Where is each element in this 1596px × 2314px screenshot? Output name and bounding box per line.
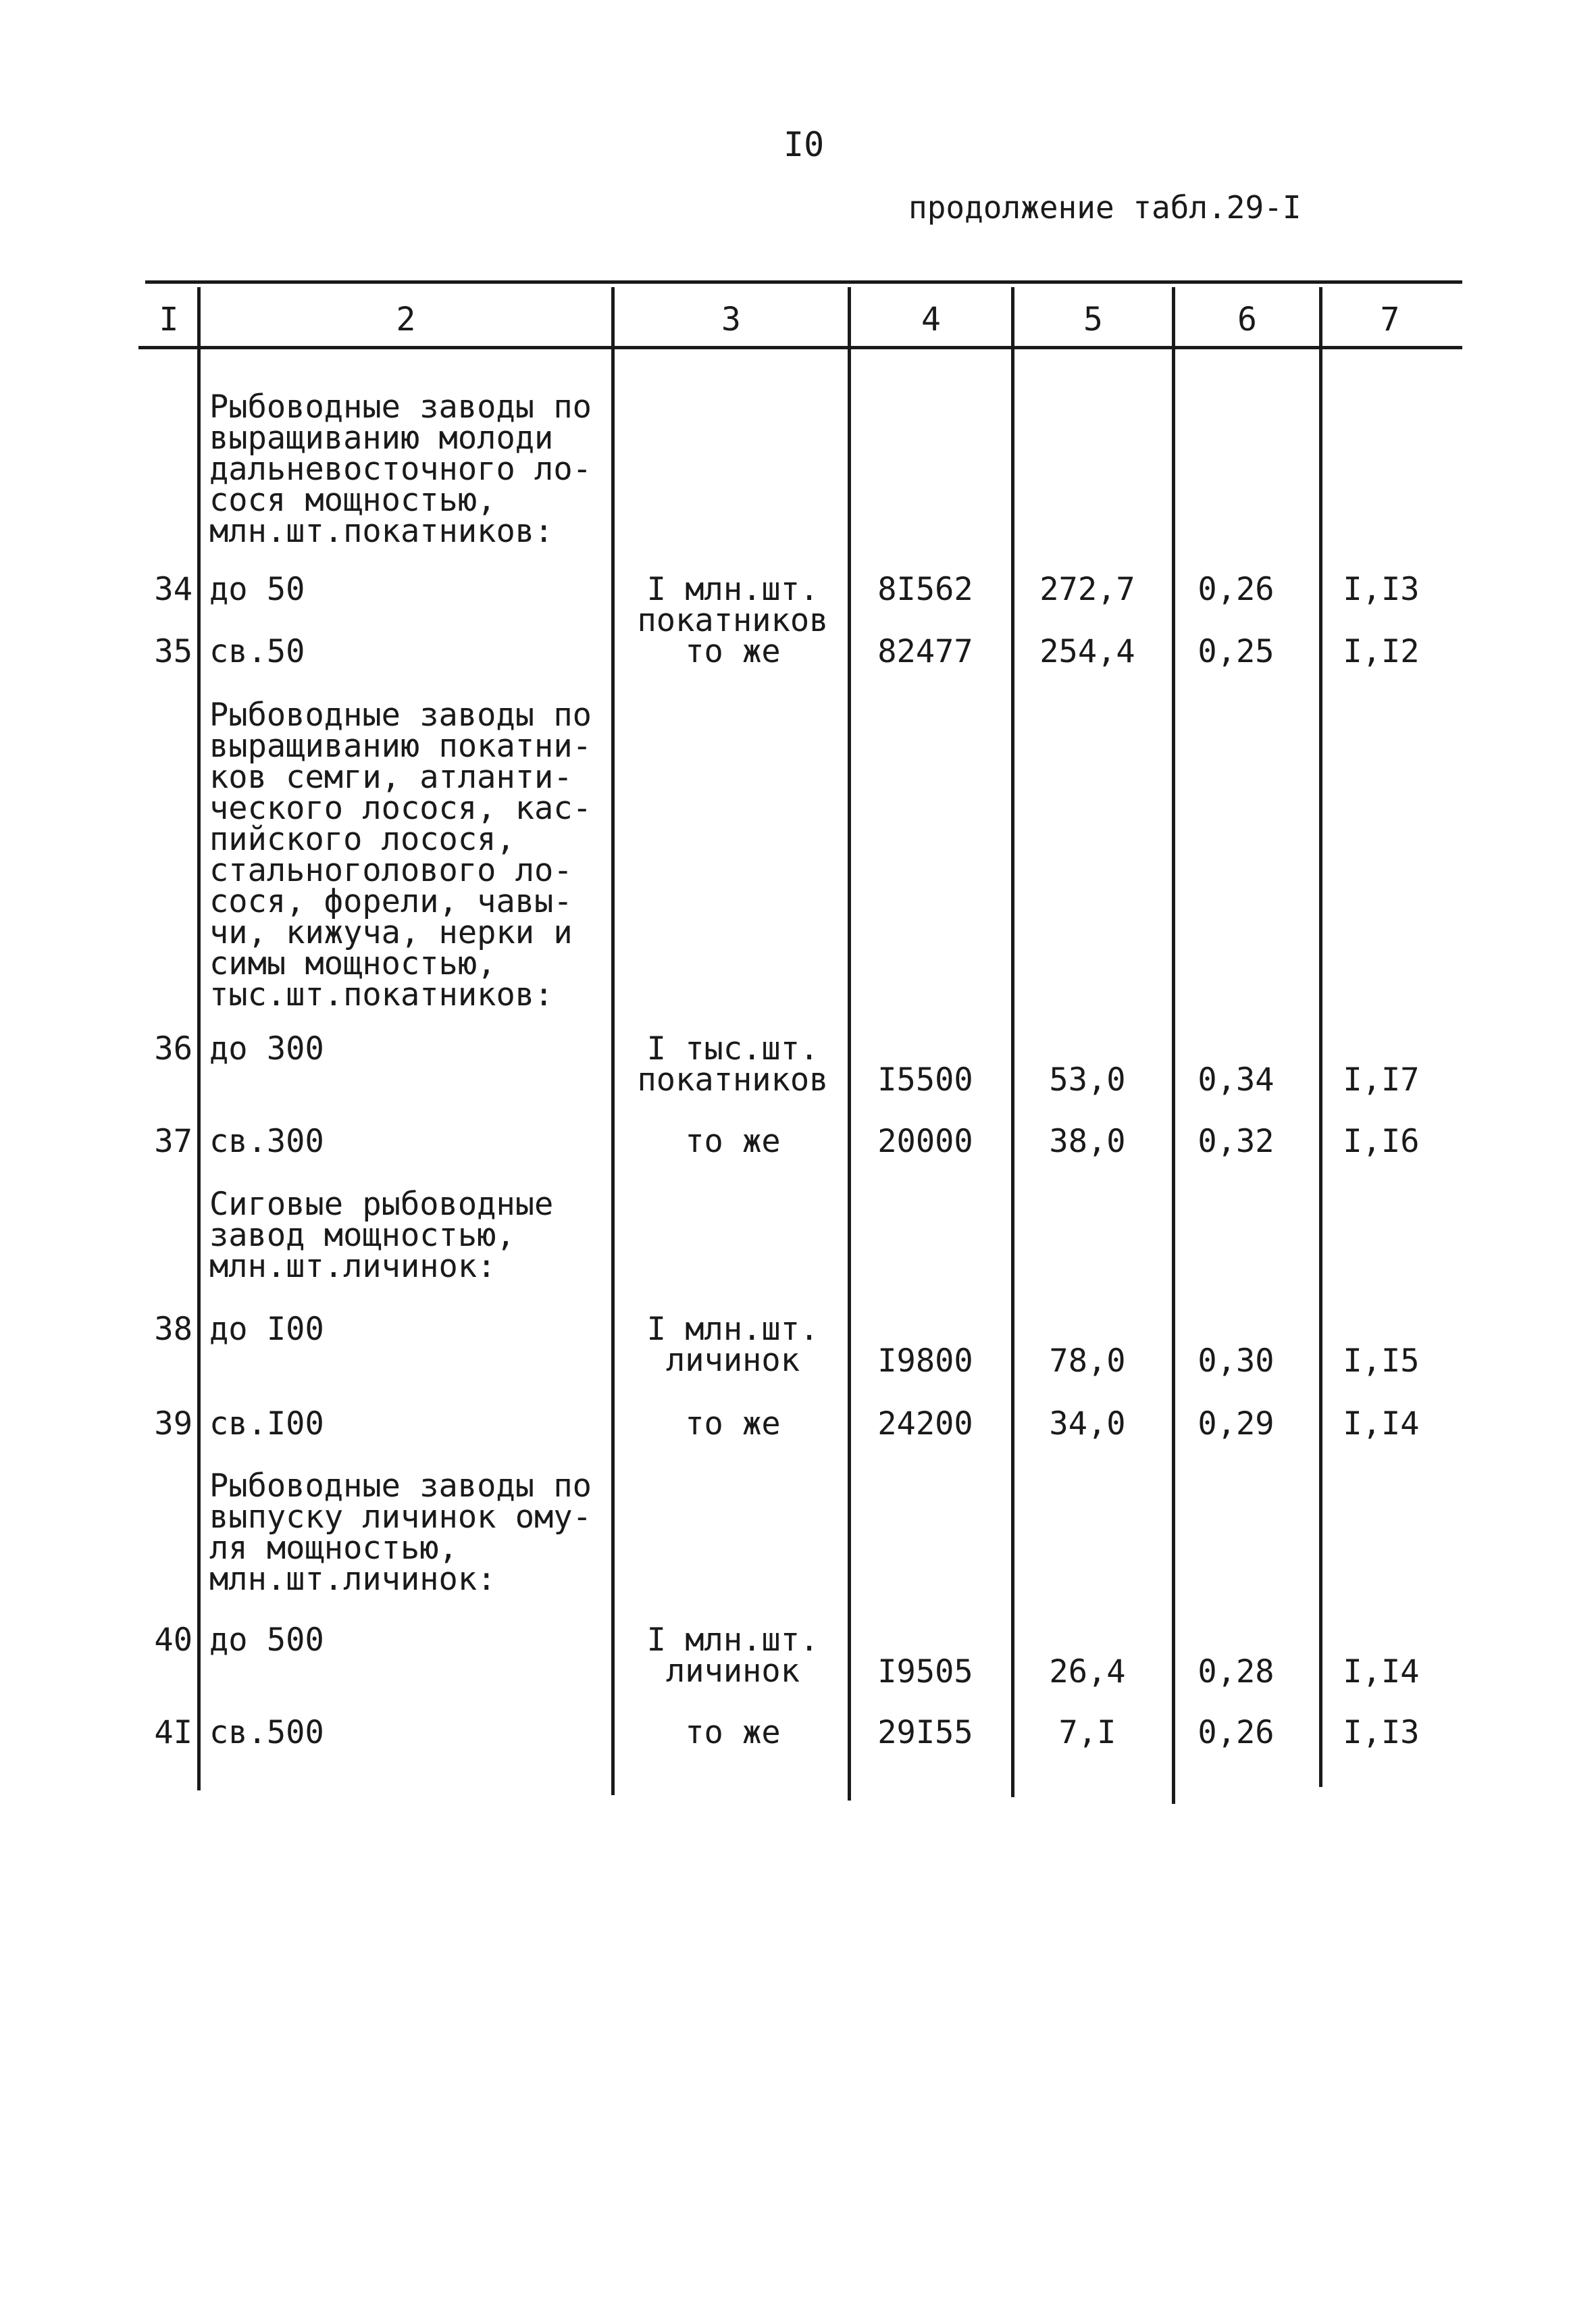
table-header-rule (138, 346, 1462, 349)
row-number: 40 (154, 1621, 192, 1659)
row-unit: то же (685, 1405, 781, 1442)
row-unit: то же (685, 1123, 781, 1160)
row-capacity: до 500 (209, 1621, 324, 1659)
row-col-4: I9800 (877, 1342, 973, 1380)
row-col-5: 53,0 (1049, 1061, 1126, 1099)
row-number: 36 (154, 1030, 192, 1067)
header-col-4: 4 (921, 301, 941, 338)
row-col-7: I,I7 (1343, 1061, 1420, 1099)
row-col-5: 7,I (1058, 1714, 1116, 1751)
row-unit: I млн.шт. личинок (646, 1621, 819, 1690)
row-capacity: до 50 (209, 571, 305, 608)
row-col-7: I,I3 (1343, 571, 1420, 608)
header-col-3: 3 (721, 301, 741, 338)
row-unit: то же (685, 1714, 781, 1751)
row-number: 4I (154, 1714, 192, 1751)
row-col-7: I,I2 (1343, 633, 1420, 670)
column-divider-2 (611, 287, 615, 1795)
row-col-4: 20000 (877, 1123, 973, 1160)
row-capacity: св.500 (209, 1714, 324, 1751)
row-number: 39 (154, 1405, 192, 1442)
group-heading-salmon-trout-smolts: Рыбоводные заводы по выращиванию покатни- ков семги, атланти- ческого лосося, кас- пийского лосося, стальноголового ло- сося, форели, чавы- чи, кижуча, нерки и симы мощностью, тыс.шт.покатников: (209, 697, 592, 1013)
row-capacity: св.300 (209, 1123, 324, 1160)
row-col-6: 0,32 (1198, 1123, 1275, 1160)
page-number: I0 (783, 125, 825, 164)
row-number: 34 (154, 571, 192, 608)
header-col-2: 2 (396, 301, 416, 338)
table-continuation-label: продолжение табл.29-I (908, 189, 1302, 226)
row-col-4: I9505 (877, 1653, 973, 1690)
row-number: 37 (154, 1123, 192, 1160)
row-col-7: I,I4 (1343, 1405, 1420, 1442)
row-capacity: св.50 (209, 633, 305, 670)
row-col-7: I,I4 (1343, 1653, 1420, 1690)
row-col-6: 0,25 (1198, 633, 1275, 670)
row-col-4: 82477 (877, 633, 973, 670)
row-number: 38 (154, 1311, 192, 1348)
row-col-4: 29I55 (877, 1714, 973, 1751)
column-divider-1 (197, 287, 201, 1790)
header-col-1: I (159, 301, 179, 338)
row-number: 35 (154, 633, 192, 670)
header-col-5: 5 (1083, 301, 1103, 338)
header-col-6: 6 (1237, 301, 1257, 338)
column-divider-3 (848, 287, 851, 1801)
row-col-4: I5500 (877, 1061, 973, 1099)
column-divider-6 (1319, 287, 1322, 1787)
row-col-4: 24200 (877, 1405, 973, 1442)
group-heading-whitefish-hatcheries: Сиговые рыбоводные завод мощностью, млн.шт.личинок: (209, 1186, 554, 1285)
group-heading-omul-larvae: Рыбоводные заводы по выпуску личинок ому- ля мощностью, млн.шт.личинок: (209, 1467, 592, 1598)
header-col-7: 7 (1380, 301, 1400, 338)
row-col-4: 8I562 (877, 571, 973, 608)
row-unit: то же (685, 633, 781, 670)
row-capacity: до I00 (209, 1311, 324, 1348)
row-unit: I млн.шт. личинок (646, 1311, 819, 1379)
row-col-7: I,I5 (1343, 1342, 1420, 1380)
row-col-5: 254,4 (1039, 633, 1135, 670)
column-divider-5 (1172, 287, 1175, 1804)
column-divider-4 (1011, 287, 1014, 1797)
table-top-rule (145, 280, 1462, 284)
row-col-7: I,I3 (1343, 1714, 1420, 1751)
row-col-5: 34,0 (1049, 1405, 1126, 1442)
row-col-5: 26,4 (1049, 1653, 1126, 1690)
row-capacity: св.I00 (209, 1405, 324, 1442)
row-col-7: I,I6 (1343, 1123, 1420, 1160)
row-col-6: 0,34 (1198, 1061, 1275, 1099)
row-col-5: 38,0 (1049, 1123, 1126, 1160)
row-col-6: 0,26 (1198, 1714, 1275, 1751)
row-col-6: 0,26 (1198, 571, 1275, 608)
row-unit: I тыс.шт. покатников (637, 1030, 829, 1099)
row-col-6: 0,30 (1198, 1342, 1275, 1380)
row-capacity: до 300 (209, 1030, 324, 1067)
row-col-6: 0,29 (1198, 1405, 1275, 1442)
row-col-5: 272,7 (1039, 571, 1135, 608)
group-heading-far-east-salmon: Рыбоводные заводы по выращиванию молоди дальневосточного ло- сося мощностью, млн.шт.покатников: (209, 388, 592, 550)
row-col-6: 0,28 (1198, 1653, 1275, 1690)
row-unit: I млн.шт. покатников (637, 571, 829, 639)
row-col-5: 78,0 (1049, 1342, 1126, 1380)
